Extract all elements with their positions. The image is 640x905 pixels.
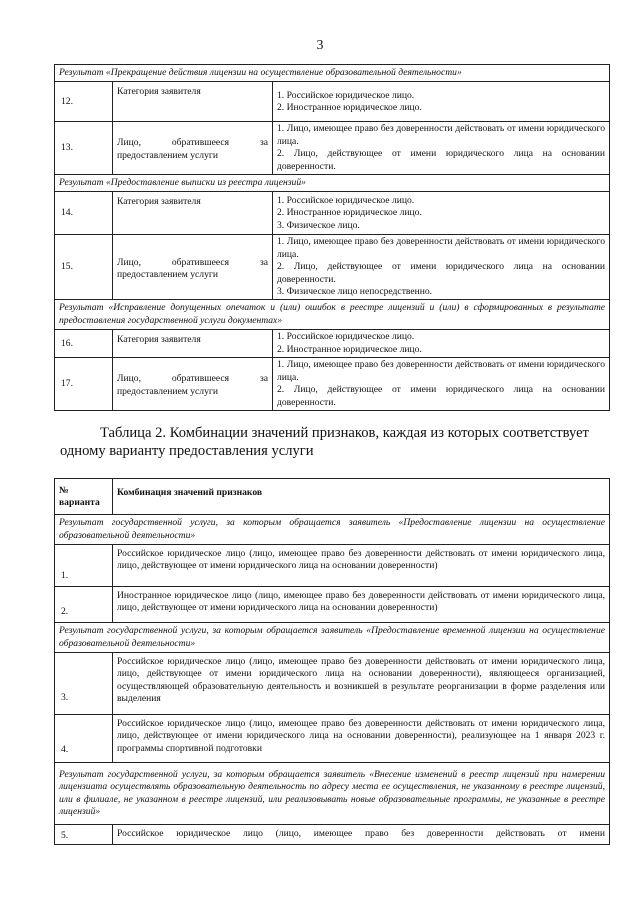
table-row [55, 653, 610, 715]
header-number: № варианта [55, 479, 113, 515]
result-label: Результат государственной услуги, за которым обращается заявитель «Предоставление лицензии на осуществление образовательной деятельности» [55, 515, 610, 545]
criterion-cell: Лицо, обратившееся за предоставлением услуги [113, 122, 273, 175]
row-number: 1. [55, 545, 113, 587]
header-combination: Комбинация значений признаков [113, 479, 610, 515]
combination-cell: Российское юридическое лицо (лицо, имеющее право без доверенности действовать от имени юридического лица, лицо, действующее от имени юридического лица на основании доверенности), являющееся организацией, осуществляющей образовательную деятельность и возникшей в результате реорганизации в форме разделения или выделения [113, 653, 610, 715]
row-number: 17. [55, 358, 113, 411]
result-row [55, 515, 610, 545]
value-line: 1. Российское юридическое лицо. [277, 331, 415, 343]
value-line: 2. Лицо, действующее от имени юридического лица на основании доверенности. [277, 148, 606, 172]
values-cell [273, 192, 610, 235]
table-row [55, 587, 610, 623]
value-line: 2. Иностранное юридическое лицо. [277, 343, 422, 355]
value-line: 1. Российское юридическое лицо. [277, 89, 415, 101]
table-row [55, 358, 610, 411]
criterion-cell: Категория заявителя [113, 192, 273, 235]
table-row [55, 192, 610, 235]
table-row [55, 825, 610, 845]
table-row [55, 715, 610, 763]
table-caption: Таблица 2. Комбинации значений признаков, каждая из которых соответствует одному варианту предоставления услуги [60, 425, 589, 459]
table-row [55, 235, 610, 300]
value-line: 1. Российское юридическое лицо. [277, 194, 415, 206]
value-line: 2. Лицо, действующее от имени юридического лица на основании доверенности. [277, 261, 606, 285]
table-row [55, 82, 610, 122]
value-line: 1. Лицо, имеющее право без доверенности действовать от имени юридического лица. [277, 123, 606, 147]
row-number: 4. [55, 715, 113, 763]
value-line: 2. Лицо, действующее от имени юридического лица на основании доверенности. [277, 384, 606, 408]
table-row [55, 545, 610, 587]
value-line: 3. Физическое лицо непосредственно. [277, 286, 433, 298]
result-label: Результат «Предоставление выписки из реестра лицензий» [55, 175, 610, 192]
values-cell [273, 330, 610, 358]
result-row [55, 65, 610, 82]
value-line: 3. Физическое лицо. [277, 219, 360, 231]
row-number: 5. [55, 825, 113, 845]
combination-cell: Российское юридическое лицо (лицо, имеющее право без доверенности действовать от имени юридического лица, лицо, действующее от имени юридического лица на основании доверенности) [113, 545, 610, 587]
combinations-table [54, 478, 610, 845]
value-line: 1. Лицо, имеющее право без доверенности действовать от имени юридического лица. [277, 236, 606, 260]
result-label: Результат «Прекращение действия лицензии на осуществление образовательной деятельности» [55, 65, 610, 82]
result-row [55, 175, 610, 192]
criterion-cell: Категория заявителя [113, 82, 273, 122]
row-number: 16. [55, 330, 113, 358]
row-number: 13. [55, 122, 113, 175]
table-row [55, 330, 610, 358]
criterion-cell: Лицо, обратившееся за предоставлением услуги [113, 358, 273, 411]
values-cell [273, 122, 610, 175]
values-cell [273, 82, 610, 122]
criterion-cell: Лицо, обратившееся за предоставлением услуги [113, 235, 273, 300]
value-line: 1. Лицо, имеющее право без доверенности действовать от имени юридического лица. [277, 359, 606, 383]
row-number: 3. [55, 653, 113, 715]
combination-cell: Российское юридическое лицо (лицо, имеющее право без доверенности действовать от имени юридического лица, лицо, действующее от имени юридического лица на основании доверенности), реализующее на 1 января 2023 г. программы спортивной подготовки [113, 715, 610, 763]
result-row [55, 300, 610, 330]
result-row [55, 623, 610, 653]
values-cell [273, 358, 610, 411]
value-line: 2. Иностранное юридическое лицо. [277, 101, 422, 113]
values-cell [273, 235, 610, 300]
result-label: Результат государственной услуги, за которым обращается заявитель «Предоставление временной лицензии на осуществление образовательной деятельности» [55, 623, 610, 653]
combination-cell: Российское юридическое лицо (лицо, имеющее право без доверенности действовать от имени [113, 825, 610, 845]
header-row [55, 479, 610, 515]
table-row [55, 122, 610, 175]
result-label: Результат государственной услуги, за которым обращается заявитель «Внесение изменений в реестр лицензий при намерении лицензиата осуществлять образовательную деятельность по адресу места ее осуществления, не указанному в реестре лицензий, или в филиале, не указанном в реестре лицензий, или реализовывать новые образовательные программы, не указанные в реестре лицензий» [55, 763, 610, 825]
value-line: 2. Иностранное юридическое лицо. [277, 207, 422, 219]
result-label: Результат «Исправление допущенных опечаток и (или) ошибок в реестре лицензий и (или) в сформированных в результате предоставления государственной услуги документах» [55, 300, 610, 330]
row-number: 12. [55, 82, 113, 122]
row-number: 14. [55, 192, 113, 235]
result-row [55, 763, 610, 825]
row-number: 2. [55, 587, 113, 623]
row-number: 15. [55, 235, 113, 300]
combination-cell: Иностранное юридическое лицо (лицо, имеющее право без доверенности действовать от имени юридического лица, лицо, действующее от имени юридического лица на основании доверенности) [113, 587, 610, 623]
criterion-cell: Категория заявителя [113, 330, 273, 358]
criteria-table [54, 64, 610, 411]
page-number: 3 [316, 38, 324, 53]
